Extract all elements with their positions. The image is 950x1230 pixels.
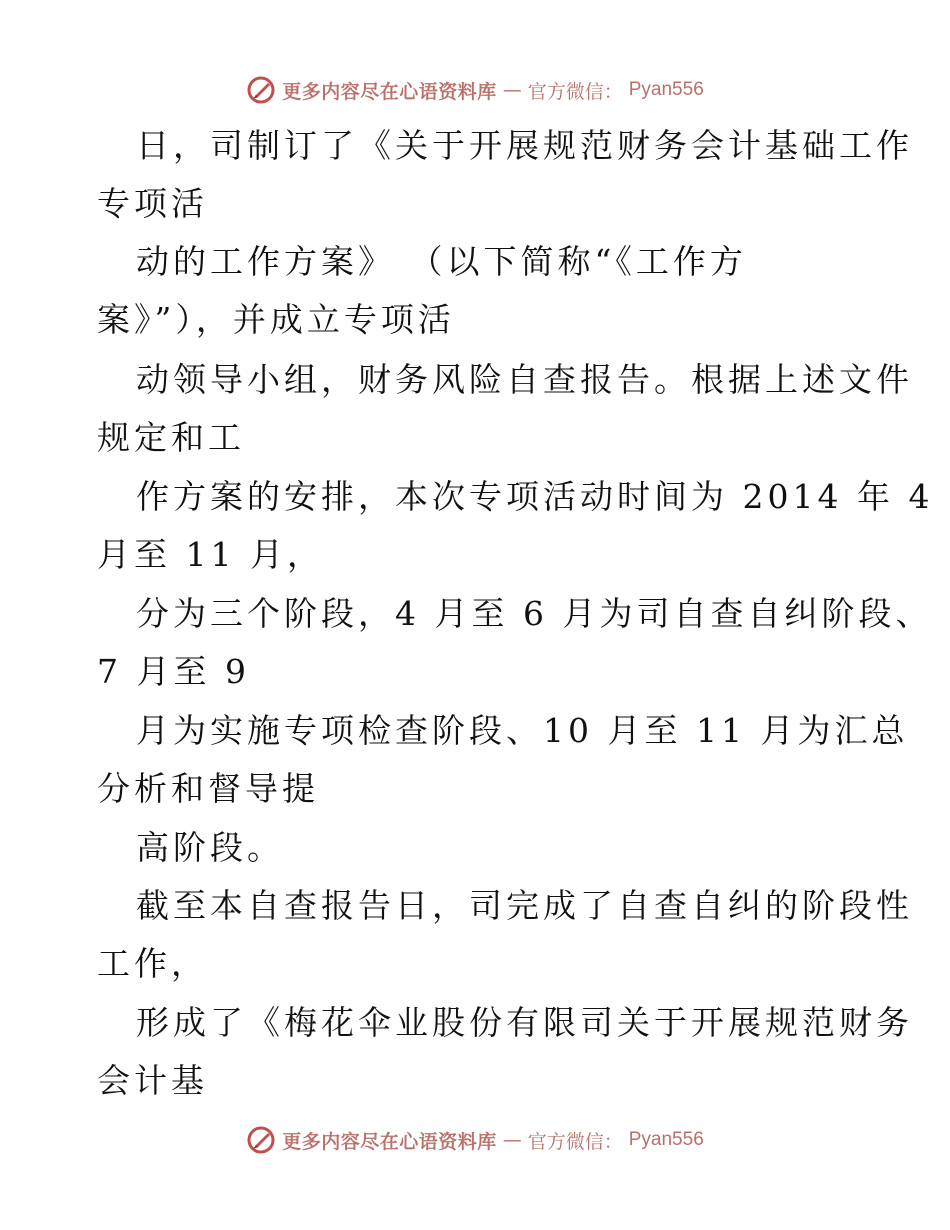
text-line: 动领导小组，财务风险自查报告。根据上述文件 [136, 360, 913, 399]
text-line: 规定和工 [97, 418, 245, 457]
text-line: 案》”），并成立专项活 [97, 300, 455, 339]
footer-wechat-id: Pyan556 [628, 1129, 704, 1150]
text-line: 动的工作方案》 （以下简称“《工作方 [136, 242, 747, 281]
text-line: 分为三个阶段，4 月至 6 月为司自查自纠阶段、 [136, 594, 933, 633]
header-separator: — [502, 79, 522, 101]
text-line: 月至 11 月， [97, 535, 324, 574]
text-line: 形成了《梅花伞业股份有限司关于开展规范财务 [136, 1003, 913, 1042]
header-wechat-id: Pyan556 [628, 79, 704, 100]
text-line: 会计基 [97, 1061, 208, 1100]
quill-logo-icon [246, 1125, 276, 1155]
footer-separator: — [502, 1129, 522, 1151]
text-line: 月为实施专项检查阶段、10 月至 11 月为汇总 [136, 711, 909, 750]
text-line: 日，司制订了《关于开展规范财务会计基础工作 [136, 126, 913, 165]
header-brand: 更多内容尽在心语资料库 [282, 80, 497, 103]
footer-watermark [0, 1120, 950, 1160]
footer-wechat-label: 官方微信： [527, 1130, 623, 1153]
text-line: 工作， [97, 944, 208, 983]
text-line: 截至本自查报告日，司完成了自查自纠的阶段性 [136, 886, 913, 925]
text-line: 专项活 [97, 184, 208, 223]
text-line: 7 月至 9 [97, 652, 250, 691]
text-line: 高阶段。 [136, 828, 284, 867]
header-wechat-label: 官方微信： [527, 80, 623, 103]
text-line: 分析和督导提 [97, 769, 319, 808]
text-line: 作方案的安排，本次专项活动时间为 2014 年 4 [136, 477, 934, 516]
footer-brand: 更多内容尽在心语资料库 [282, 1130, 497, 1153]
